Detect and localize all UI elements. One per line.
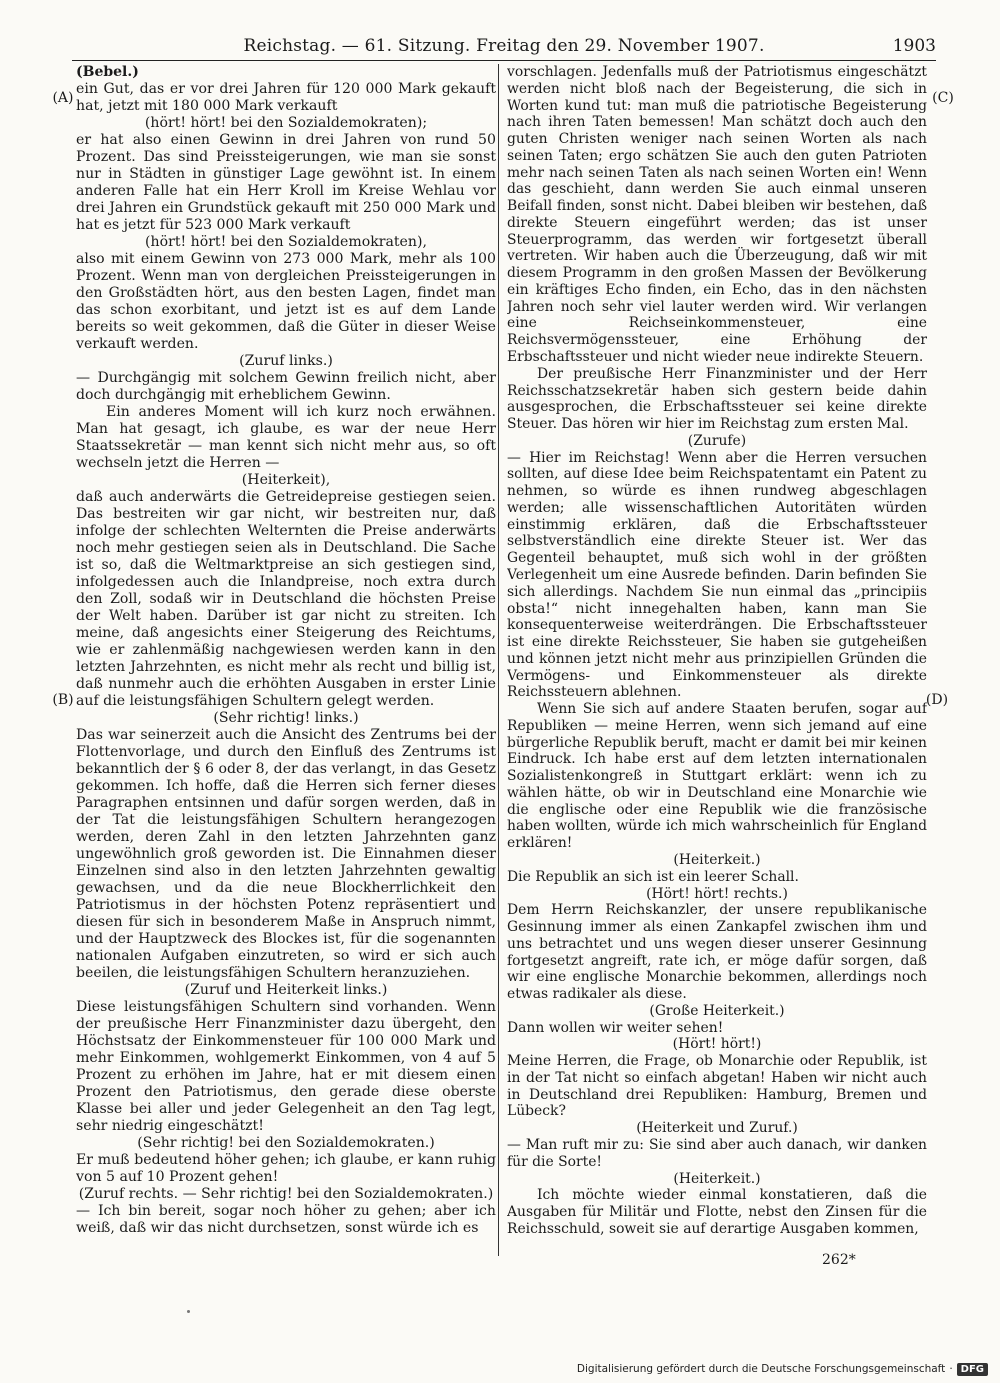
footer bbox=[577, 1360, 988, 1378]
page-number: 1903 bbox=[892, 36, 936, 56]
interjection: (Heiterkeit.) bbox=[673, 1170, 761, 1187]
paragraph: — Ich bin bereit, sogar noch höher zu gehen; aber ich weiß, daß wir das nicht durchsetzen, sonst würde ich es bbox=[76, 1203, 496, 1236]
paragraph: Er muß bedeutend höher gehen; ich glaube, er kann ruhig von 5 auf 10 Prozent gehen! bbox=[76, 1152, 496, 1185]
paragraph: — Hier im Reichstag! Wenn aber die Herren versuchen sollten, auf diese Idee beim Reichspatentamt ein Patent zu nehmen, so würde es ihnen rundweg abgeschlagen werden; alle wissenschaftlichen Autoritäten würden einstimmig erklären, daß die Erbschaftssteuer selbstverständlich eine direkte Steuer ist. Wer das Gegenteil behauptet, muß sich wohl in der größten Verlegenheit um eine Ausrede befinden. Darin befinden Sie sich allerdings. Nachdem Sie nun einmal das „principiis obsta!“ nicht innegehalten haben, kann man Sie konsequenterweise weiterdrängen. Die Erbschaftssteuer ist eine direkte Reichssteuer, Sie haben sie gutgeheißen und können jetzt nicht mehr aus prinzipiellen Gründen die Vermögens- und Einkommensteuer als direkte Reichssteuern ablehnen. bbox=[507, 449, 927, 701]
speaker-label: (Bebel.) bbox=[76, 64, 139, 80]
interjection: (Heiterkeit), bbox=[241, 472, 331, 488]
interjection: (Zuruf rechts. — Sehr richtig! bei den Sozialdemokraten.) bbox=[78, 1186, 494, 1202]
interjection: (Heiterkeit und Zuruf.) bbox=[636, 1120, 798, 1137]
right-column bbox=[507, 64, 927, 1249]
dfg-logo: DFG bbox=[957, 1363, 988, 1376]
paragraph: Die Republik an sich ist ein leerer Schall. bbox=[507, 868, 799, 885]
paragraph: — Durchgängig mit solchem Gewinn freilich nicht, aber doch durchgängig mit erheblichem Gewinn. bbox=[76, 370, 496, 403]
margin-marker-b: (B) bbox=[52, 692, 74, 708]
paragraph: daß auch anderwärts die Getreidepreise gestiegen seien. Das bestreiten wir gar nicht, wir bestreiten nur, daß infolge der schlechten Welternten die Preise anderwärts noch mehr gestiegen seien als in Deutschland. Die Sache ist so, daß die Weltmarktpreise an sich gestiegen sind, infolgedessen auch die Inlandpreise, noch extra durch den Zoll, sodaß wir in Deutschland die höchsten Preise der Welt haben. Darüber ist gar nicht zu streiten. Ich meine, daß angesichts einer Steigerung des Reichtums, wie er zahlenmäßig nachgewiesen werden kann in den letzten Jahrzehnten, es nicht mehr als recht und billig ist, daß nunmehr auch die erhöhten Ausgaben in erster Linie auf die leistungsfähigen Schultern gelegt werden. bbox=[76, 489, 496, 709]
paragraph: Dann wollen wir weiter sehen! bbox=[507, 1019, 724, 1036]
left-column bbox=[76, 64, 496, 1249]
interjection: (Hört! hört!) bbox=[672, 1036, 762, 1053]
paragraph: Ich möchte wieder einmal konstatieren, daß die Ausgaben für Militär und Flotte, nebst den Zinsen für die Reichsschuld, soweit sie auf derartige Ausgaben kommen, bbox=[507, 1187, 927, 1237]
page-header bbox=[72, 34, 936, 61]
speck bbox=[187, 1310, 190, 1313]
interjection: (hört! hört! bei den Sozialdemokraten); bbox=[144, 115, 428, 131]
paragraph: vorschlagen. Jedenfalls muß der Patriotismus eingeschätzt werden nicht bloß nach der Begeisterung, die sich in Worten kund tut: man muß die patriotische Begeisterung nach ihren Taten bemessen! Man schätzt doch auch den guten Christen weniger nach seinen Worten als nach seinen Taten; ergo schätzen Sie auch den guten Patrioten mehr nach seinen Taten als nach seinen Worten ein! Wenn das geschieht, dann werden Sie auch einmal unseren Beifall finden, sonst nicht. Dabei bleiben wir bestehen, daß direkte Steuern eingeführt werden; das ist unser Steuerprogramm, das werden wir fortgesetzt überall vertreten. Wir haben auch die Überzeugung, daß wir mit diesem Programm in den großen Massen der Bevölkerung ein kräftiges Echo finden, ein Echo, das in den nächsten Jahren noch sehr viel lauter werden wird. Wir verlangen eine Reichseinkommensteuer, eine Reichsvermögenssteuer, eine Erhöhung der Erbschaftssteuer und nicht wieder neue indirekte Steuern. bbox=[507, 64, 927, 366]
column-divider bbox=[498, 64, 499, 1256]
interjection: (Große Heiterkeit.) bbox=[649, 1002, 785, 1019]
footer-separator: · bbox=[949, 1363, 953, 1375]
interjection: (Sehr richtig! links.) bbox=[213, 710, 359, 726]
margin-marker-c: (C) bbox=[932, 90, 954, 106]
paragraph: Das war seinerzeit auch die Ansicht des Zentrums bei der Flottenvorlage, und durch den Einfluß des Zentrums ist bekanntlich der § 6 oder 8, der das verlangt, in das Gesetz gekommen. Ich hoffe, daß die Herren sich ferner dieses Paragraphen entsinnen und dafür sorgen werden, daß in der Tat die leistungsfähigen Schultern herangezogen werden, deren Zahl in den letzten Jahrzehnten ganz ungewöhnlich groß geworden ist. Die Einnahmen dieser Einzelnen sind also in den letzten Jahrzehnten gewaltig gewachsen, und da die neue Blockherrlichkeit den Patriotismus in der höchsten Potenz repräsentiert und diesen für sich in besonderem Maße in Anspruch nimmt, und der Hauptzweck des Blockes ist, für die sogenannten nationalen Aufgaben einzutreten, so wird er sich auch beeilen, die leistungsfähigen Schultern heranzuziehen. bbox=[76, 727, 496, 981]
interjection: (Sehr richtig! bei den Sozialdemokraten.) bbox=[137, 1135, 435, 1151]
paragraph: Ein anderes Moment will ich kurz noch erwähnen. Man hat gesagt, ich glaube, es war der neue Herr Staatssekretär — man kennt sich nicht mehr aus, so oft wechseln jetzt die Herren — bbox=[76, 404, 496, 471]
paragraph: Wenn Sie sich auf andere Staaten berufen, sogar auf Republiken — meine Herren, wenn sich jemand auf eine bürgerliche Republik beruft, macht er damit bei mir keinen Eindruck. Ich habe erst auf dem letzten internationalen Sozialistenkongreß in Stuttgart erklärt: wenn ich zu wählen hätte, ob wir in Deutschland eine Monarchie wie die englische oder eine Republik wie die französische haben wollten, würde ich mich wahrscheinlich für England erklären! bbox=[507, 701, 927, 852]
paragraph: Diese leistungsfähigen Schultern sind vorhanden. Wenn der preußische Herr Finanzminister dazu übergeht, den Höchstsatz der Einkommensteuer für 100 000 Mark und mehr Einkommen, wohlgemerkt Einkommen, von 4 auf 5 Prozent zu erhöhen im Jahre, hat er mit diesem einen Prozent den Patriotismus, den gerade diese oberste Klasse bei aller und jeder Gelegenheit an den Tag legt, sehr niedrig eingeschätzt! bbox=[76, 999, 496, 1134]
paragraph: Dem Herrn Reichskanzler, der unsere republikanische Gesinnung immer als einen Zankapfel zwischen ihm und uns betrachtet und uns wegen dieser unserer Gesinnung fortgesetzt angreift, rate ich, er möge dafür sorgen, daß wir eine englische Monarchie bekommen, allerdings noch etwas radikaler als diese. bbox=[507, 902, 927, 1003]
paragraph: Der preußische Herr Finanzminister und der Herr Reichsschatzsekretär haben sich gestern beide dahin ausgesprochen, die Erbschaftssteuer sei keine direkte Steuer. Das hören wir hier im Reichstag zum ersten Mal. bbox=[507, 365, 927, 433]
interjection: (Heiterkeit.) bbox=[673, 851, 761, 868]
sheet-signature: 262* bbox=[822, 1252, 856, 1268]
paragraph: ein Gut, das er vor drei Jahren für 120 000 Mark gekauft hat, jetzt mit 180 000 Mark verkauft bbox=[76, 81, 496, 114]
interjection: (Zuruf und Heiterkeit links.) bbox=[184, 982, 388, 998]
margin-marker-a: (A) bbox=[52, 90, 74, 106]
footer-text: Digitalisierung gefördert durch die Deutsche Forschungsgemeinschaft bbox=[576, 1363, 946, 1375]
running-title: Reichstag. — 61. Sitzung. Freitag den 29. November 1907. bbox=[243, 36, 765, 56]
interjection: (hört! hört! bei den Sozialdemokraten), bbox=[145, 234, 427, 250]
paragraph: er hat also einen Gewinn in drei Jahren von rund 50 Prozent. Das sind Preissteigerungen, wie man sie sonst nur in Städten in günstiger Lage gewöhnt ist. In einem anderen Falle hat ein Herr Kroll im Kreise Wehlau vor drei Jahren ein Grundstück gekauft mit 250 000 Mark und hat es jetzt für 523 000 Mark verkauft bbox=[76, 132, 496, 233]
paragraph: Meine Herren, die Frage, ob Monarchie oder Republik, ist in der Tat nicht so einfach abgetan! Haben wir nicht auch in Deutschland drei Republiken: Hamburg, Bremen und Lübeck? bbox=[507, 1053, 927, 1120]
interjection: (Zuruf links.) bbox=[239, 353, 333, 369]
margin-marker-d: (D) bbox=[925, 692, 949, 708]
paragraph: — Man ruft mir zu: Sie sind aber auch danach, wir danken für die Sorte! bbox=[507, 1137, 927, 1170]
interjection: (Zurufe) bbox=[687, 432, 747, 449]
paragraph: also mit einem Gewinn von 273 000 Mark, mehr als 100 Prozent. Wenn man von dergleichen Preissteigerungen in den Großstädten hört, aus den besten Lagen, findet man das schon exorbitant, und jetzt ist es auf dem Lande bereits so weit gekommen, daß die Güter in dieser Weise verkauft werden. bbox=[76, 251, 496, 352]
interjection: (Hört! hört! rechts.) bbox=[646, 885, 788, 902]
